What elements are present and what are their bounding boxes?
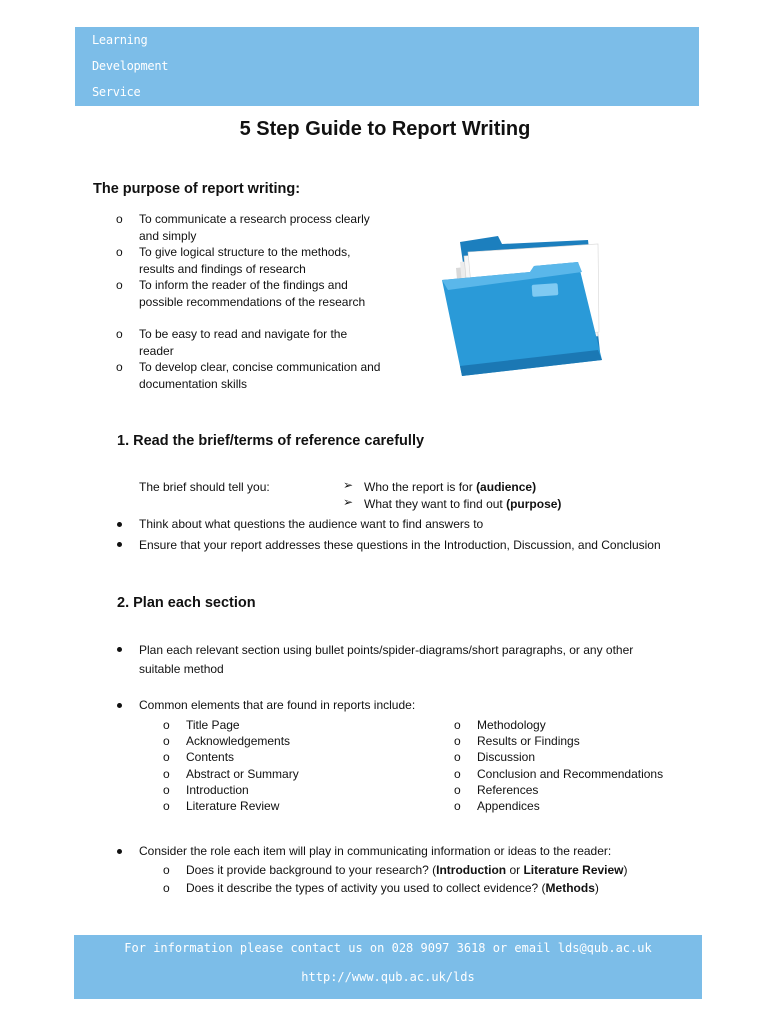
list-marker: o	[454, 718, 461, 732]
arrow-bullet-icon: ➢	[343, 495, 354, 509]
footer-url[interactable]: http://www.qub.ac.uk/lds	[301, 970, 475, 984]
list-marker: o	[163, 734, 170, 748]
list-marker: o	[454, 783, 461, 797]
brief-label: The brief should tell you:	[139, 480, 270, 494]
list-marker: o	[116, 360, 123, 374]
element-item: Acknowledgements	[186, 734, 291, 748]
purpose-item: To be easy to read and navigate for the reader	[139, 327, 348, 358]
list-marker: o	[163, 783, 170, 797]
brief-purpose-bold: (purpose)	[506, 497, 562, 511]
bullet-icon	[117, 703, 122, 708]
list-marker: o	[116, 245, 123, 259]
role-close: )	[594, 881, 599, 895]
role-introduction: Introduction	[436, 863, 507, 877]
purpose-item: To give logical structure to the methods, results and findings of research	[139, 245, 351, 276]
section2-bullet: Plan each relevant section using bullet points/spider-diagrams/short paragraphs, or any other suitable method	[139, 643, 634, 676]
header-line-service: Service	[92, 85, 141, 99]
list-marker: o	[163, 718, 170, 732]
role-question-methods	[186, 880, 686, 897]
list-marker: o	[116, 327, 123, 341]
list-marker: o	[163, 881, 170, 895]
page-title: 5 Step Guide to Report Writing	[239, 118, 531, 140]
section2-bullet: Consider the role each item will play in communicating information or ideas to the reader:	[139, 844, 612, 858]
section1-bullet: Ensure that your report addresses these questions in the Introduction, Discussion, and Conclusion	[139, 538, 661, 552]
element-item: Results or Findings	[477, 734, 580, 748]
list-marker: o	[163, 767, 170, 781]
section2-heading: 2. Plan each section	[117, 595, 256, 611]
bullet-icon	[117, 647, 122, 652]
folder-icon	[438, 232, 614, 380]
bullet-icon	[117, 542, 122, 547]
element-item: Contents	[186, 750, 235, 764]
section1-bullet: Think about what questions the audience want to find answers to	[139, 517, 484, 531]
element-item: Abstract or Summary	[186, 767, 299, 781]
list-marker: o	[116, 278, 123, 292]
arrow-bullet-icon: ➢	[343, 478, 354, 492]
role-literature-review: Literature Review	[523, 863, 624, 877]
brief-audience	[364, 479, 536, 496]
brief-purpose-text: What they want to find out	[364, 497, 503, 511]
role-question-background	[186, 862, 686, 879]
purpose-heading: The purpose of report writing:	[93, 181, 301, 197]
bullet-icon	[117, 849, 122, 854]
list-marker: o	[116, 212, 123, 226]
element-item: References	[477, 783, 539, 797]
brief-audience-bold: (audience)	[476, 480, 537, 494]
element-item: Discussion	[477, 750, 536, 764]
element-item: Introduction	[186, 783, 249, 797]
list-marker: o	[163, 750, 170, 764]
footer-contact: For information please contact us on 028 9097 3618 or email lds@qub.ac.uk	[124, 941, 652, 955]
purpose-item: To communicate a research process clearly and simply	[139, 212, 370, 243]
element-item: Literature Review	[186, 799, 280, 813]
element-item: Conclusion and Recommendations	[477, 767, 664, 781]
role-methods: Methods	[545, 881, 595, 895]
role-question-text: Does it describe the types of activity you used to collect evidence? (	[186, 881, 546, 895]
header-line-learning: Learning	[92, 33, 148, 47]
section1-heading: 1. Read the brief/terms of reference carefully	[117, 433, 425, 449]
header-band	[75, 27, 699, 106]
header-line-development: Development	[92, 59, 169, 73]
list-marker: o	[454, 750, 461, 764]
element-item: Methodology	[477, 718, 546, 732]
list-marker: o	[454, 767, 461, 781]
role-close: )	[623, 863, 628, 877]
element-item: Title Page	[186, 718, 240, 732]
list-marker: o	[163, 799, 170, 813]
role-or: or	[506, 863, 524, 877]
bullet-icon	[117, 522, 122, 527]
footer-band	[74, 935, 702, 999]
list-marker: o	[163, 863, 170, 877]
purpose-item: To inform the reader of the findings and possible recommendations of the research	[139, 278, 366, 309]
brief-purpose	[364, 496, 561, 513]
brief-audience-text: Who the report is for	[364, 480, 473, 494]
role-question-text: Does it provide background to your research? (	[186, 863, 437, 877]
element-item: Appendices	[477, 799, 540, 813]
list-marker: o	[454, 734, 461, 748]
list-marker: o	[454, 799, 461, 813]
purpose-item: To develop clear, concise communication and documentation skills	[139, 360, 381, 391]
section2-bullet: Common elements that are found in reports include:	[139, 698, 416, 712]
